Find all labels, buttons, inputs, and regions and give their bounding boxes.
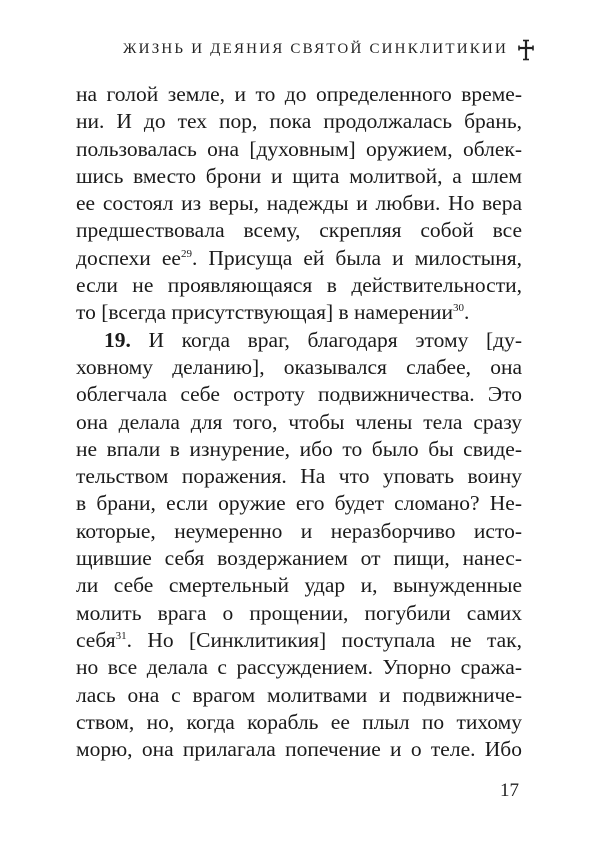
- text-line: пользовалась она [духовным] оружием, облек-: [76, 136, 522, 161]
- text-line: [76, 327, 522, 354]
- text-line: ством, но, когда корабль ее плыл по тихому: [76, 709, 522, 734]
- text-line: не впали в изнурение, ибо то было бы свиде-: [76, 436, 522, 461]
- text-fragment: . Но [Синклитикия] поступала не так,: [126, 627, 522, 652]
- cross-icon: [517, 39, 535, 66]
- text-line: которые, неумеренно и неразборчиво исто-: [76, 518, 522, 543]
- text-line: ни. И до тех пор, пока продолжалась брань,: [76, 109, 522, 134]
- text-fragment: И когда враг, благодаря этому [ду-: [130, 327, 522, 352]
- footnote-ref[interactable]: 29: [180, 247, 192, 260]
- text-line: [76, 245, 522, 272]
- text-line: шись вместо брони и щита молитвой, а шлем: [76, 163, 522, 188]
- text-line: морю, она прилагала попечение и о теле. Ибо: [76, 737, 522, 762]
- text-line: лась она с врагом молитвами и подвижниче-: [76, 682, 522, 707]
- text-line: ховному деланию], оказывался слабее, она: [76, 354, 522, 379]
- text-fragment: . Присуща ей была и милостыня,: [191, 245, 522, 270]
- text-fragment: то [всегда присутствующая] в намерении: [76, 300, 454, 325]
- text-line: [76, 627, 522, 654]
- page-number: 17: [500, 780, 519, 801]
- text-fragment: себя: [76, 627, 116, 652]
- footnote-ref[interactable]: 31: [115, 629, 127, 642]
- text-fragment: доспехи ее: [76, 245, 181, 270]
- body-text: [76, 81, 522, 763]
- text-line: [76, 299, 522, 326]
- text-line: ее состоял из веры, надежды и любви. Но вера: [76, 191, 522, 216]
- text-line: в брани, если оружие его будет сломано? Не-: [76, 491, 522, 516]
- text-line: молить врага о прощении, погубили самих: [76, 600, 522, 625]
- text-line: щившие себя воздержанием от пищи, нанес-: [76, 546, 522, 571]
- running-header-title: ЖИЗНЬ И ДЕЯНИЯ СВЯТОЙ СИНКЛИТИКИИ: [123, 41, 508, 57]
- text-line: если не проявляющаяся в действительности,: [76, 273, 522, 298]
- text-line: на голой земле, и то до определенного време-: [76, 82, 522, 106]
- running-header: [0, 35, 601, 65]
- footnote-ref[interactable]: 30: [453, 302, 465, 315]
- text-line: предшествовала всему, скрепляя собой все: [76, 218, 522, 243]
- text-line: но все делала с рассуждением. Упорно сража-: [76, 655, 522, 680]
- text-line: облегчала себе остроту подвижничества. Это: [76, 382, 522, 407]
- text-line: тельством поражения. На что уповать воину: [76, 464, 522, 489]
- text-line: она делала для того, чтобы члены тела сразу: [76, 409, 522, 434]
- text-fragment: .: [464, 300, 470, 325]
- paragraph-number: 19.: [104, 327, 131, 352]
- text-line: ли себе смертельный удар и, вынужденные: [76, 573, 522, 598]
